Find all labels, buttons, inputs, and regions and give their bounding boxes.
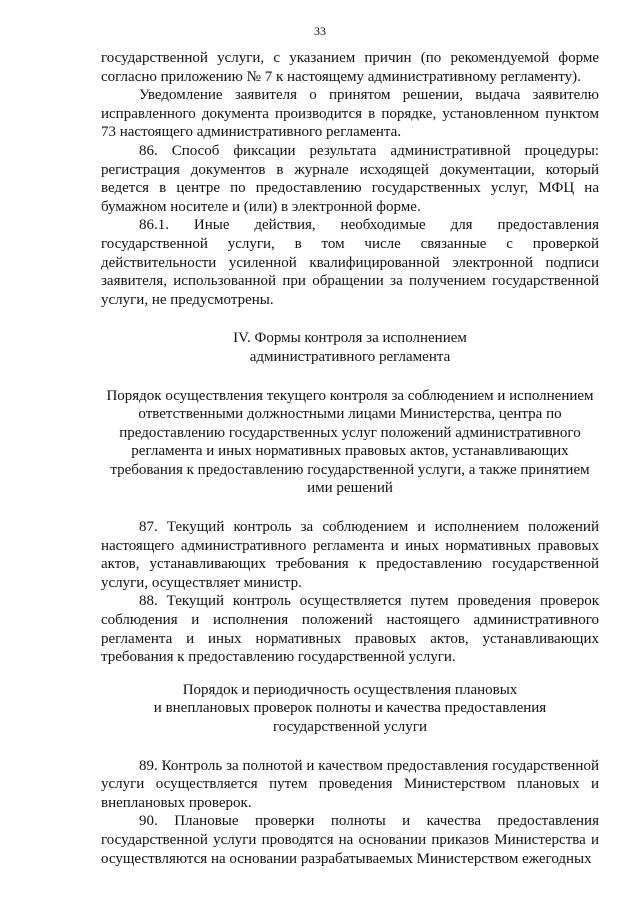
paragraph-87: 87. Текущий контроль за соблюдением и исполнением положений настоящего административного регламента и иных нормативных правовых актов, устанавливающих требования к предоставлению государственной услуги, осуществляет министр. [101, 519, 599, 591]
subheading-inspections [101, 681, 599, 737]
section-heading-line: IV. Формы контроля за исполнением [233, 330, 467, 347]
subheading-line: государственной услуги [273, 719, 427, 735]
paragraph-continuation: государственной услуги, с указанием причин (по рекомендуемой форме согласно приложению № 7 к настоящему административному регламенту). [101, 50, 599, 85]
section-heading-line: административного регламента [249, 348, 451, 365]
paragraph-86-1: 86.1. Иные действия, необходимые для предоставления государственной услуги, в том числе связанные с проверкой действительности усиленной квалифицированной электронной подписи заявителя, использованной при обращении за получением государственной услуги, не предусмотрены. [101, 217, 599, 308]
section-heading [101, 329, 599, 366]
paragraph-notification: Уведомление заявителя о принятом решении, выдача заявителю исправленного документа производится в порядке, установленном пунктом 73 настоящего административного регламента. [101, 87, 599, 141]
subheading-line: Порядок и периодичность осуществления плановых [182, 681, 518, 698]
paragraph-86: 86. Способ фиксации результата административной процедуры: регистрация документов в журнале исходящей документации, который ведется в центре по предоставлению государственных услуг, МФЦ на бумажном носителе и (или) в электронной форме. [101, 142, 599, 215]
paragraph-88: 88. Текущий контроль осуществляется путем проведения проверок соблюдения и исполнения положений настоящего административного регламента и иных нормативных правовых актов, устанавливающих требования к предоставлению государственной услуги. [101, 593, 599, 666]
paragraph-89: 89. Контроль за полнотой и качеством предоставления государственной услуги осуществляется путем проведения Министерством плановых и внеплановых проверок. [101, 757, 599, 811]
page-number: 33 [314, 24, 326, 38]
subheading-current-control: Порядок осуществления текущего контроля за соблюдением и исполнением ответственными должностными лицами Министерства, центра по предоставлению государственных услуг положений административного регламента и иных нормативных правовых актов, устанавливающих требования к предоставлению государственной услуги, а также принятием ими решений [106, 387, 594, 497]
document-body [101, 49, 599, 868]
paragraph-90: 90. Плановые проверки полноты и качества предоставления государственной услуги проводятся на основании приказов Министерства и осуществляются на основании разрабатываемых Министерством ежегодных [101, 813, 599, 867]
subheading-line: и внеплановых проверок полноты и качества предоставления [153, 700, 547, 717]
